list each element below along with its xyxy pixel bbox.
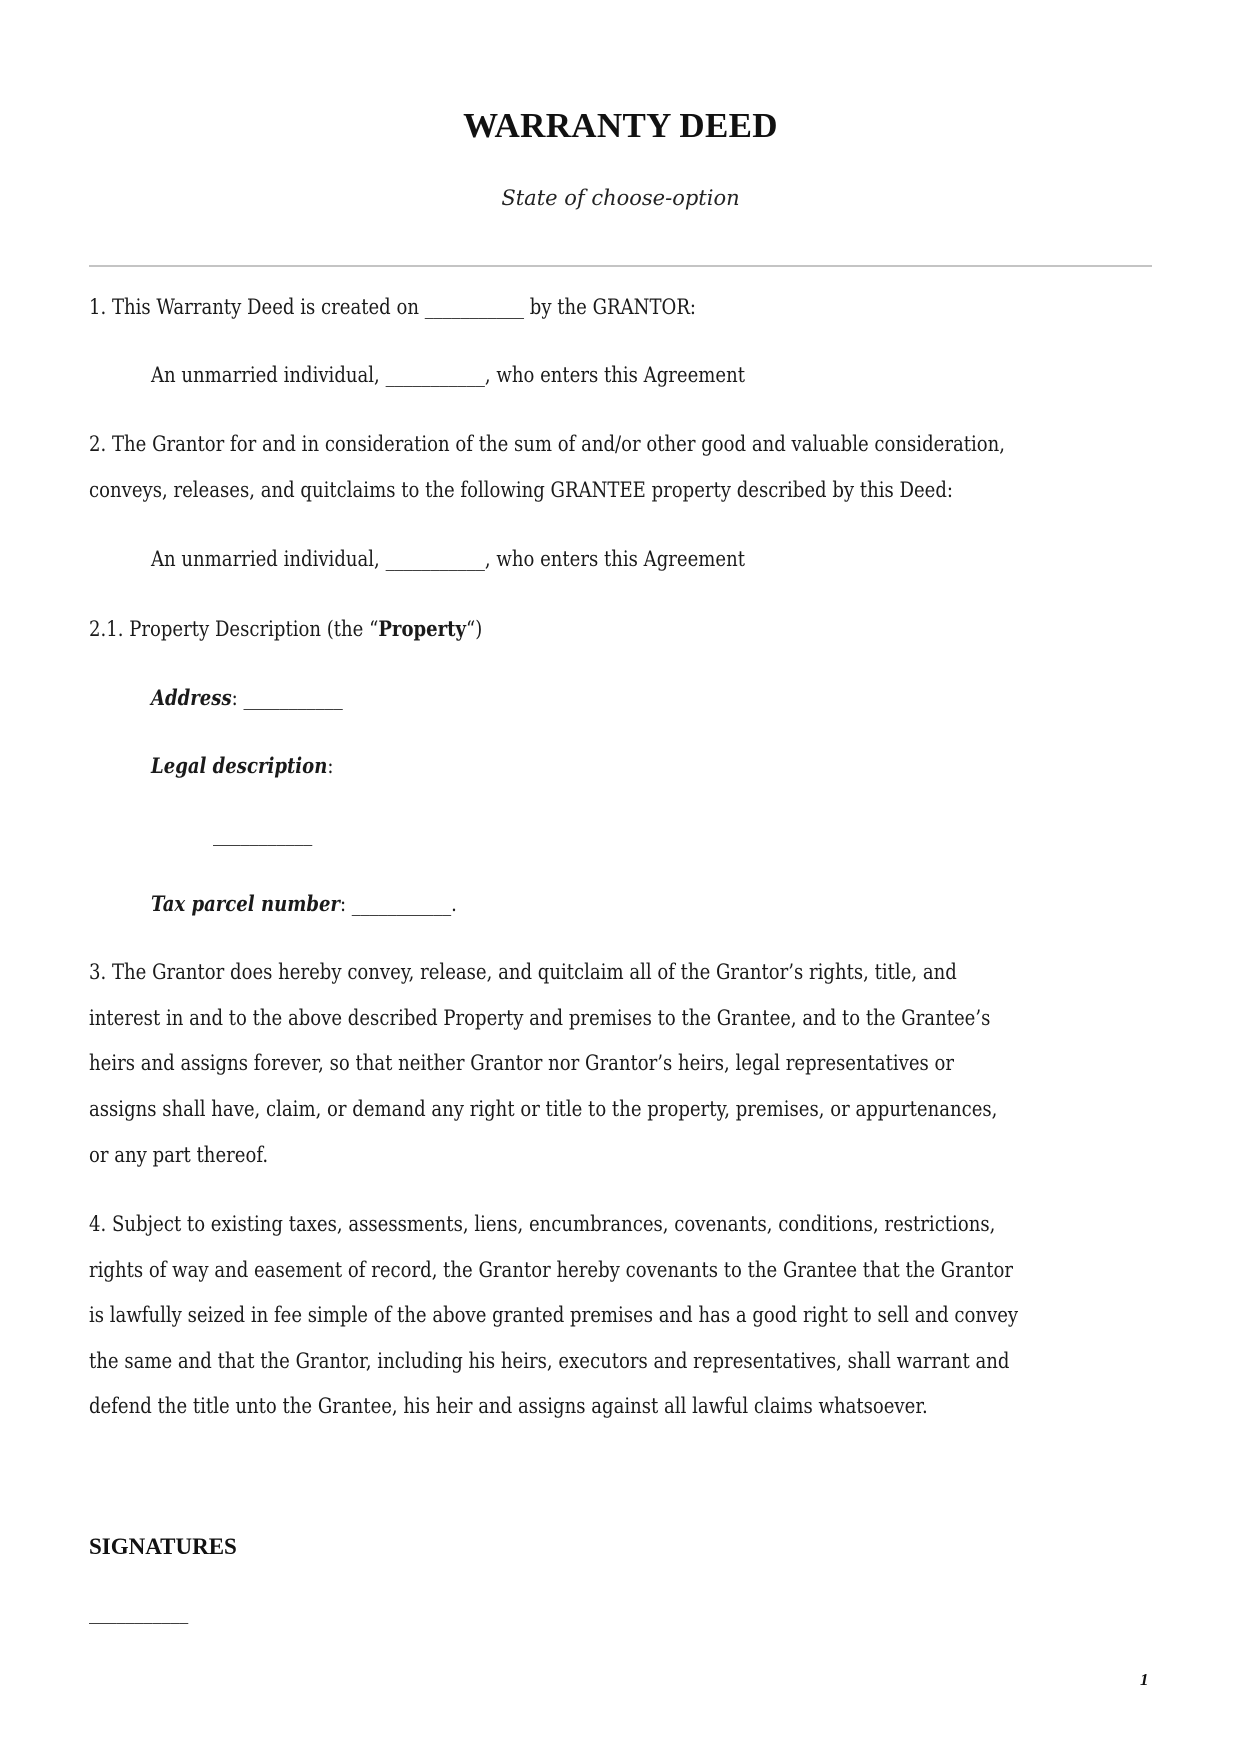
section-4-line-5: defend the title unto the Grantee, his heir and assigns against all lawful claims whatsoever.: [89, 1394, 928, 1418]
grantee-name-blank[interactable]: ___________: [385, 547, 485, 571]
date-blank[interactable]: ___________: [424, 295, 525, 319]
section-4-line-1: 4. Subject to existing taxes, assessments, liens, encumbrances, covenants, conditions, restrictions,: [89, 1212, 996, 1236]
period: .: [451, 892, 457, 916]
address-blank[interactable]: ___________: [243, 686, 343, 710]
colon: :: [231, 686, 238, 710]
legal-description-blank[interactable]: ___________: [213, 822, 313, 846]
property-suffix: “): [465, 617, 483, 641]
property-prefix: 2.1. Property Description (the “: [89, 617, 379, 641]
page-number: 1: [1140, 1670, 1149, 1689]
signatures-heading: SIGNATURES: [89, 1534, 237, 1559]
section-3-line-3: heirs and assigns forever, so that neither Grantor nor Grantor’s heirs, legal representatives or: [89, 1051, 955, 1075]
section-3-line-1: 3. The Grantor does hereby convey, release, and quitclaim all of the Grantor’s rights, title, and: [89, 960, 957, 984]
tax-parcel-blank[interactable]: ___________: [351, 892, 452, 916]
legal-description-label: Legal description: [151, 753, 328, 778]
tax-parcel-row: [151, 891, 457, 916]
section-1-text-after: by the GRANTOR:: [529, 295, 697, 319]
property-description-heading: [89, 616, 482, 641]
section-3-line-4: assigns shall have, claim, or demand any right or title to the property, premises, or appurtenances,: [89, 1097, 998, 1121]
section-3-line-5: or any part thereof.: [89, 1143, 269, 1167]
grantee-prefix: An unmarried individual,: [151, 547, 380, 571]
colon: :: [339, 892, 347, 916]
section-1-text: 1. This Warranty Deed is created on: [89, 295, 419, 319]
grantor-name-blank[interactable]: ___________: [385, 363, 485, 387]
section-1-line: [89, 295, 696, 319]
property-term: Property: [378, 616, 466, 641]
grantor-line: [151, 363, 745, 387]
section-2-line-1: 2. The Grantor for and in consideration of the sum of and/or other good and valuable consideration,: [89, 432, 1006, 456]
section-3-line-2: interest in and to the above described Property and premises to the Grantee, and to the Grantee’s: [89, 1006, 991, 1030]
grantor-prefix: An unmarried individual,: [151, 363, 380, 387]
section-4-line-4: the same and that the Grantor, including his heirs, executors and representatives, shall warrant and: [89, 1349, 1010, 1373]
document-title: WARRANTY DEED: [463, 106, 778, 145]
address-label: Address: [151, 685, 232, 710]
legal-description-row: [151, 753, 333, 778]
header-divider: [89, 265, 1152, 267]
tax-parcel-label: Tax parcel number: [151, 891, 340, 916]
section-2-line-2: conveys, releases, and quitclaims to the following GRANTEE property described by this Deed:: [89, 478, 954, 502]
section-4-line-2: rights of way and easement of record, the Grantor hereby covenants to the Grantee that the Grantor: [89, 1258, 1013, 1282]
state-subtitle: State of choose-option: [501, 186, 740, 210]
grantor-suffix: , who enters this Agreement: [484, 363, 745, 387]
grantee-suffix: , who enters this Agreement: [484, 547, 745, 571]
address-row: [151, 685, 343, 710]
section-4-line-3: is lawfully seized in fee simple of the above granted premises and has a good right to sell and convey: [89, 1303, 1019, 1327]
grantee-line: [151, 547, 745, 571]
signature-blank[interactable]: ___________: [89, 1600, 189, 1624]
colon: :: [327, 754, 334, 778]
